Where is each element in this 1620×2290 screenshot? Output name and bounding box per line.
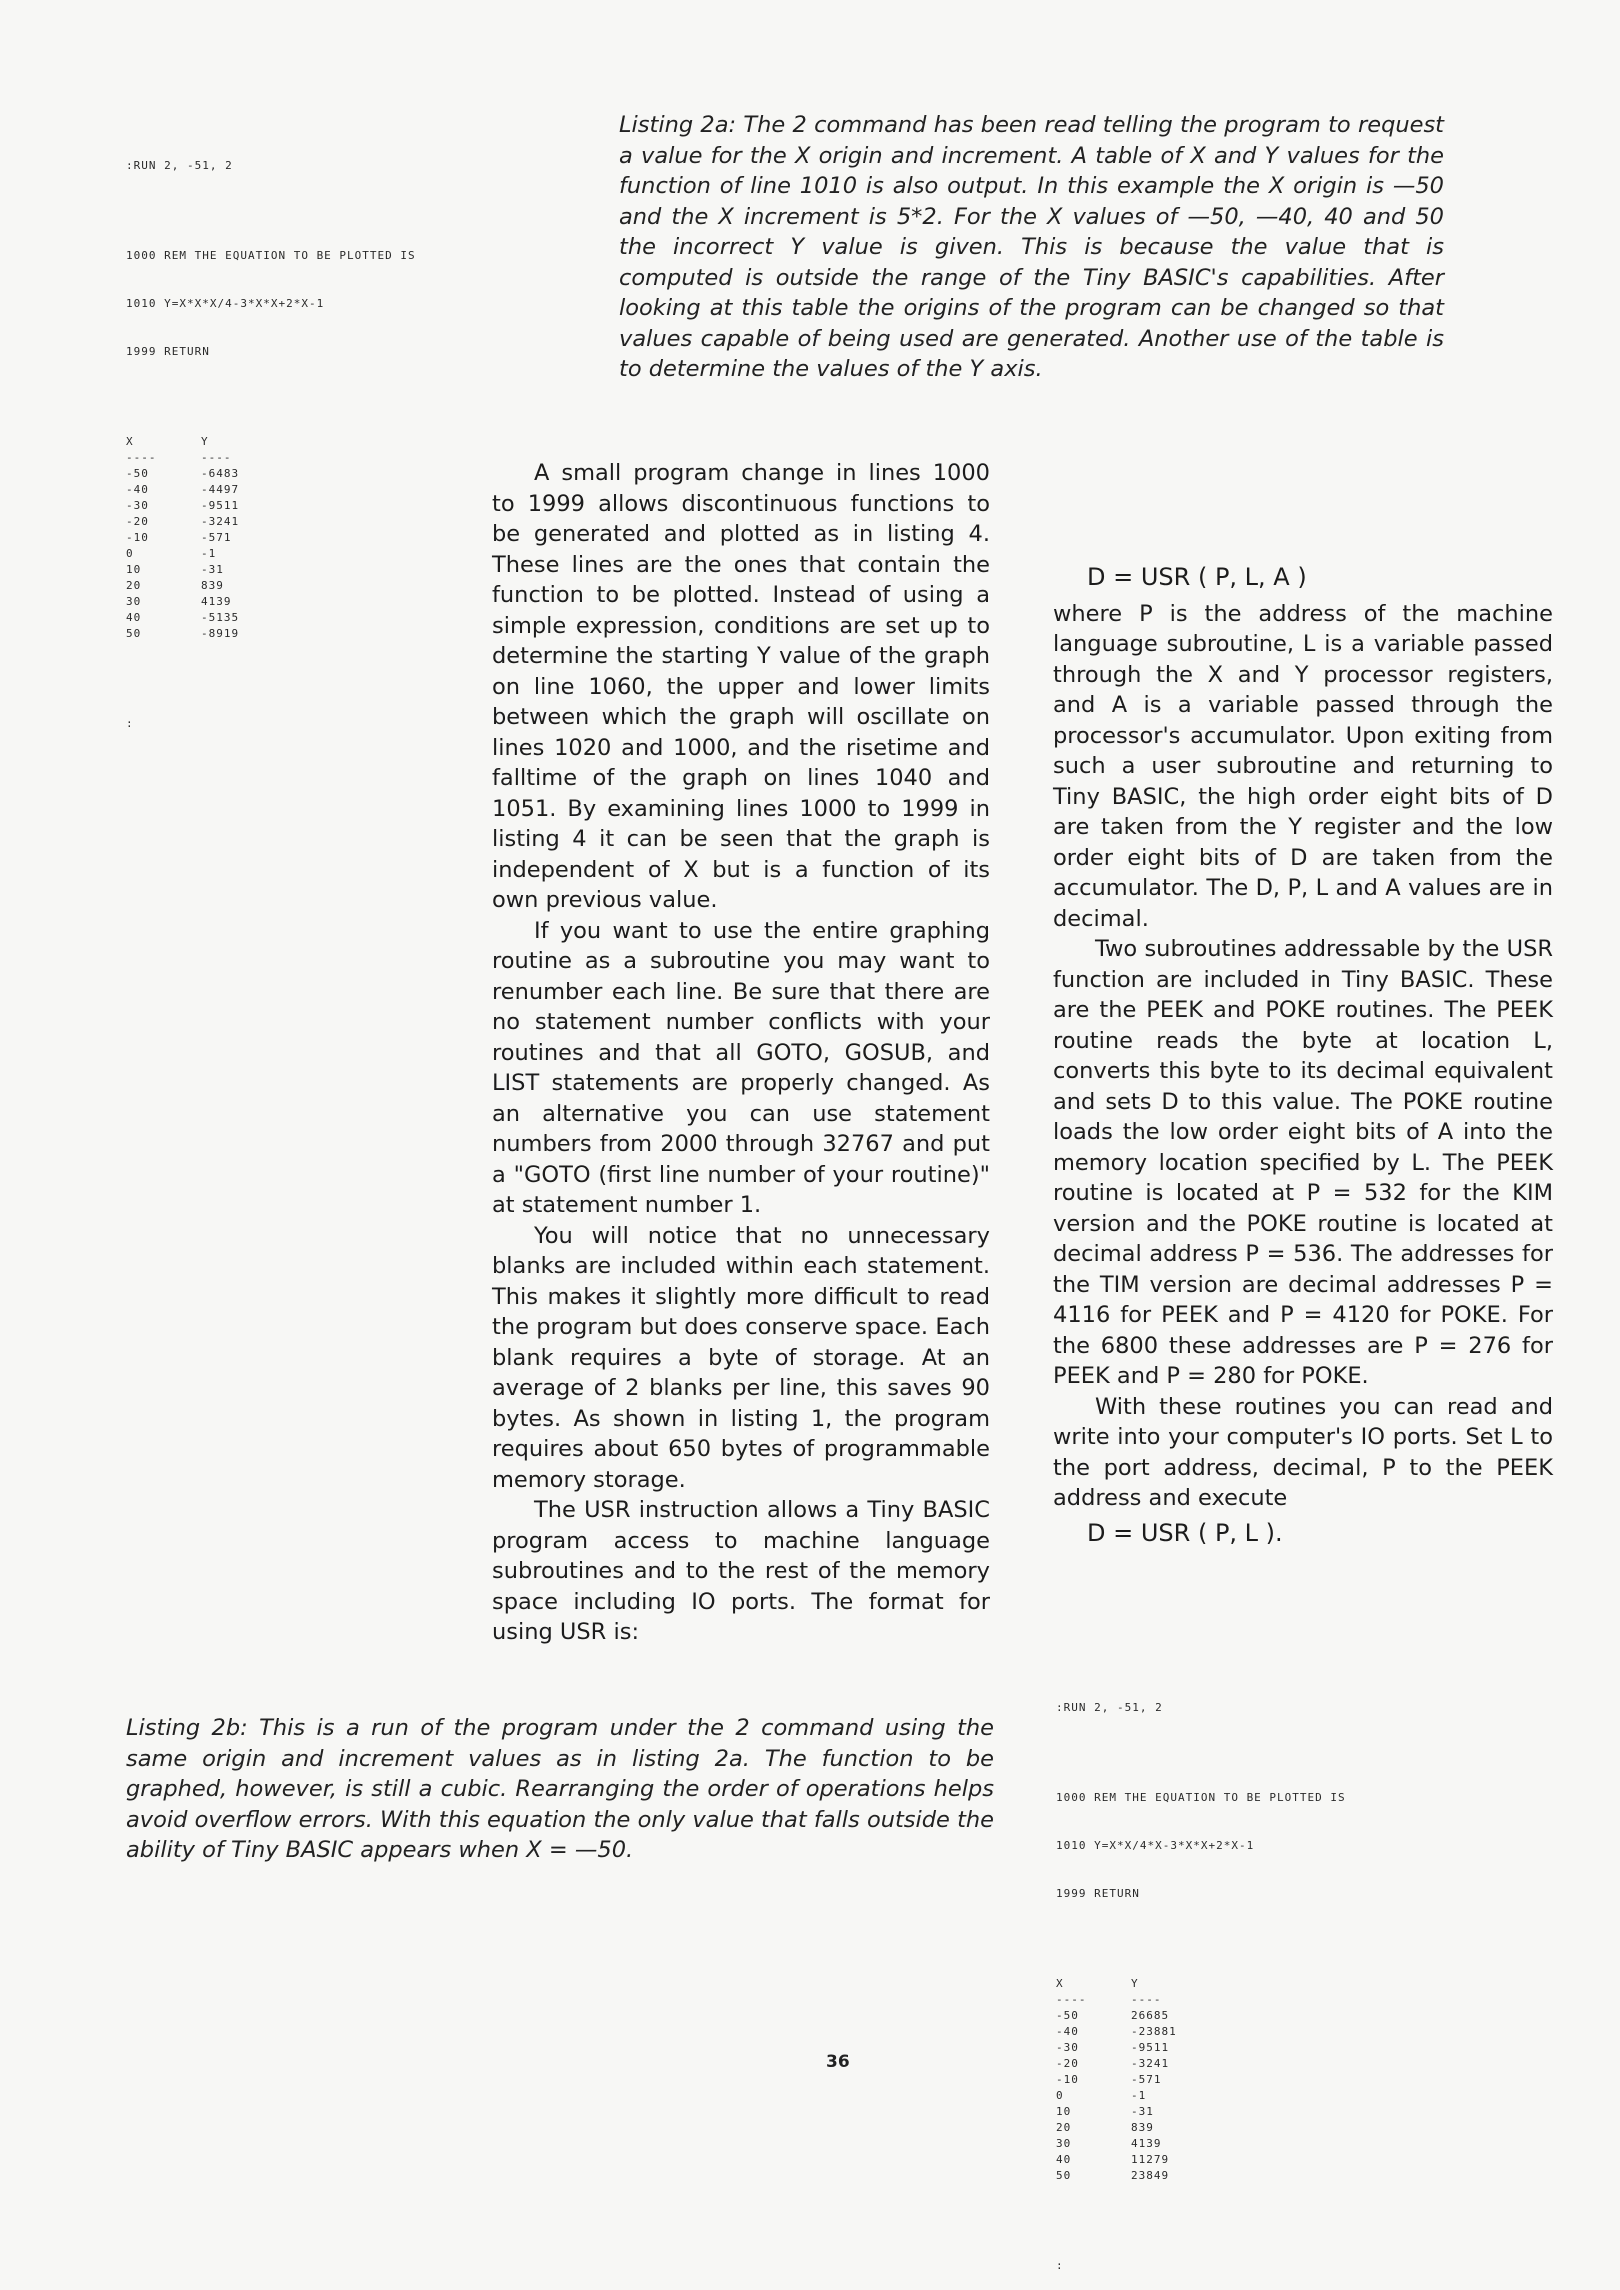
table-cell-y: -1 (1131, 2089, 1147, 2102)
listing-2b-line-1000: 1000 REM THE EQUATION TO BE PLOTTED IS (1056, 1791, 1346, 1804)
table-cell-y: 4139 (201, 595, 232, 608)
table-cell-y: 839 (1131, 2121, 1154, 2134)
table-cell-y: -5135 (201, 611, 240, 624)
table-cell-x: 0 (126, 547, 134, 560)
table-cell-x: -10 (126, 531, 149, 544)
listing-2a-line-1010: 1010 Y=X*X*X/4-3*X*X+2*X-1 (126, 297, 325, 310)
table-cell-x: 30 (1056, 2137, 1072, 2150)
body-paragraph-7: With these routines you can read and write into your computer's IO ports. Set L to the port address, decimal, P to the PEEK address and execute (1053, 1393, 1553, 1511)
table-cell-x: -40 (126, 483, 149, 496)
caption-listing-2b: Listing 2b: This is a run of the program under the 2 command using the same origin and increment values as in listing 2a. The function to be graphed, however, is still a cubic. Rearranging the order of operations helps avoid overflow errors. With this equation the only value that falls outside the ability of Tiny BASIC appears when X = —50. (126, 1715, 994, 1863)
listing-2a-prompt: : (126, 717, 134, 730)
table-cell-x: 50 (1056, 2169, 1072, 2182)
listing-2a-line-1999: 1999 RETURN (126, 345, 210, 358)
table-dash-x: ---- (1056, 1993, 1087, 2006)
table-cell-y: -9511 (1131, 2041, 1170, 2054)
table-cell-x: 30 (126, 595, 142, 608)
body-paragraph-1: A small program change in lines 1000 to 1999 allows discontinuous functions to be generated and plotted as in listing 4. These lines are the ones that contain the function to be plotted. Instead of using a simple expression, conditions are set up to determine the starting Y value of the graph on line 1060, the upper and lower limits between which the graph will oscillate on lines 1020 and 1000, and the risetime and falltime of the graph on lines 1040 and 1051. By examining lines 1000 to 1999 in listing 4 it can be seen that the graph is independent of X but is a function of its own previous value. (492, 460, 990, 913)
table-cell-y: 26685 (1131, 2009, 1170, 2022)
table-header-x: X (126, 435, 134, 448)
table-cell-x: 40 (126, 611, 142, 624)
table-cell-x: 10 (1056, 2105, 1072, 2118)
table-cell-y: -1 (201, 547, 217, 560)
table-cell-y: 23849 (1131, 2169, 1170, 2182)
table-cell-x: 40 (1056, 2153, 1072, 2166)
table-cell-x: 20 (126, 579, 142, 592)
table-cell-x: 50 (126, 627, 142, 640)
table-cell-x: -30 (126, 499, 149, 512)
table-cell-y: -571 (1131, 2073, 1162, 2086)
listing-2a-run: :RUN 2, -51, 2 (126, 159, 233, 172)
table-dash-y: ---- (201, 451, 232, 464)
table-cell-y: -6483 (201, 467, 240, 480)
body-paragraph-4: The USR instruction allows a Tiny BASIC program access to machine language subroutines and to the rest of the memory space including IO ports. The format for using USR is: (492, 1497, 990, 1645)
table-cell-y: -9511 (201, 499, 240, 512)
table-cell-x: -50 (126, 467, 149, 480)
table-cell-x: 0 (1056, 2089, 1064, 2102)
body-paragraph-6: Two subroutines addressable by the USR function are included in Tiny BASIC. These are the PEEK and POKE routines. The PEEK routine reads the byte at location L, converts this byte to its decimal equivalent and sets D to this value. The POKE routine loads the low order eight bits of A into the memory location specified by L. The PEEK routine is located at P = 532 for the KIM version and the POKE routine is located at decimal address P = 536. The addresses for the TIM version are decimal addresses P = 4116 for PEEK and P = 4120 for POKE. For the 6800 these addresses are P = 276 for PEEK and P = 280 for POKE. (1053, 936, 1553, 1389)
table-cell-y: -3241 (201, 515, 240, 528)
table-cell-y: -31 (201, 563, 224, 576)
listing-2a-line-1000: 1000 REM THE EQUATION TO BE PLOTTED IS (126, 249, 416, 262)
table-header-y: Y (201, 435, 209, 448)
table-cell-x: -20 (126, 515, 149, 528)
table-cell-y: -8919 (201, 627, 240, 640)
caption-listing-2a: Listing 2a: The 2 command has been read telling the program to request a value for the X origin and increment. A table of X and Y values for the function of line 1010 is also output. In this example the X origin is —50 and the X increment is 5*2. For the X values of —50, —40, 40 and 50 the incorrect Y value is given. This is because the value that is computed is outside the range of the Tiny BASIC's capabilities. After looking at this table the origins of the program can be changed so that values capable of being used are generated. Another use of the table is to determine the values of the Y axis. (619, 112, 1444, 382)
body-column-right (1053, 458, 1553, 1554)
body-column-left (492, 458, 990, 1648)
table-cell-x: -30 (1056, 2041, 1079, 2054)
body-paragraph-5: where P is the address of the machine language subroutine, L is a variable passed through the X and Y processor registers, and A is a variable passed through the processor's accumulator. Upon exiting from such a user subroutine and returning to Tiny BASIC, the high order eight bits of D are taken from the Y register and the low order eight bits of D are taken from the accumulator. The D, P, L and A values are in decimal. (1053, 600, 1553, 932)
usr-formula-peek: D = USR ( P, L ). (1087, 1518, 1283, 1547)
table-header-y: Y (1131, 1977, 1139, 1990)
table-dash-x: ---- (126, 451, 157, 464)
body-paragraph-2: If you want to use the entire graphing routine as a subroutine you may want to renumber each line. Be sure that there are no statement number conflicts with your routines and that all GOTO, GOSUB, and LIST statements are properly changed. As an alternative you can use statement numbers from 2000 through 32767 and put a "GOTO (first line number of your routine)" at statement number 1. (492, 917, 990, 1218)
listing-2a-table (126, 434, 416, 642)
table-cell-y: 4139 (1131, 2137, 1162, 2150)
table-cell-y: -31 (1131, 2105, 1154, 2118)
listing-2b-run: :RUN 2, -51, 2 (1056, 1701, 1163, 1714)
table-cell-y: -3241 (1131, 2057, 1170, 2070)
table-cell-x: -20 (1056, 2057, 1079, 2070)
listing-2b-line-1010: 1010 Y=X*X/4*X-3*X*X+2*X-1 (1056, 1839, 1255, 1852)
page-number: 36 (826, 2052, 850, 2072)
table-cell-y: 11279 (1131, 2153, 1170, 2166)
body-paragraph-3: You will notice that no unnecessary blanks are included within each statement. This makes it slightly more difficult to read the program but does conserve space. Each blank requires a byte of storage. At an average of 2 blanks per line, this saves 90 bytes. As shown in listing 1, the program requires about 650 bytes of programmable memory storage. (492, 1222, 990, 1493)
table-header-x: X (1056, 1977, 1064, 1990)
listing-2a (126, 126, 416, 748)
listing-2b-prompt: : (1056, 2259, 1064, 2272)
listing-2b (1056, 1668, 1346, 2290)
table-cell-y: -4497 (201, 483, 240, 496)
table-cell-x: -50 (1056, 2009, 1079, 2022)
table-cell-x: -10 (1056, 2073, 1079, 2086)
table-cell-y: -23881 (1131, 2025, 1177, 2038)
listing-2b-table (1056, 1976, 1346, 2184)
table-cell-x: 10 (126, 563, 142, 576)
usr-formula-full: D = USR ( P, L, A ) (1087, 563, 1307, 591)
table-cell-y: -571 (201, 531, 232, 544)
table-cell-y: 839 (201, 579, 224, 592)
table-cell-x: -40 (1056, 2025, 1079, 2038)
table-dash-y: ---- (1131, 1993, 1162, 2006)
table-cell-x: 20 (1056, 2121, 1072, 2134)
listing-2b-line-1999: 1999 RETURN (1056, 1887, 1140, 1900)
